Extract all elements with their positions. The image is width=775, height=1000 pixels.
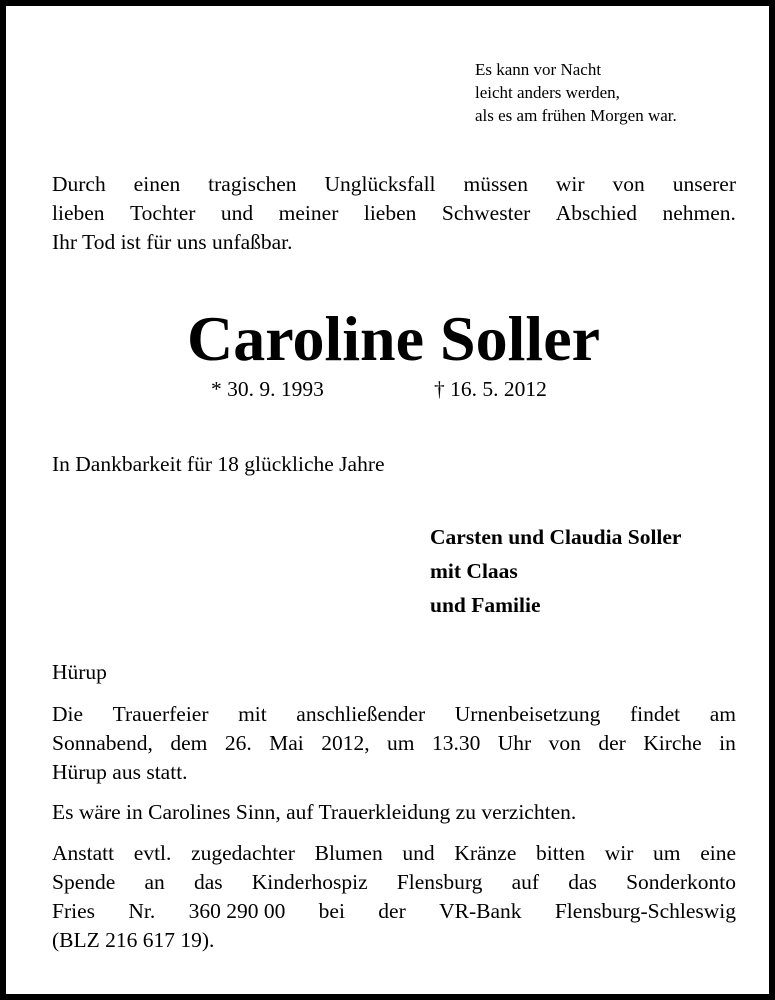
word: Tochter <box>130 201 196 225</box>
word: evtl. <box>133 841 172 865</box>
word: von <box>548 731 581 755</box>
word: von <box>612 172 645 196</box>
donation-line-1 <box>52 839 736 868</box>
word: Kinderhospiz <box>251 870 368 894</box>
family-line-1: Carsten und Claudia Soller <box>430 525 682 549</box>
word: und <box>220 201 254 225</box>
word: findet <box>629 702 681 726</box>
word: VR-Bank <box>439 899 522 923</box>
word: tragischen <box>208 172 297 196</box>
word: Blumen <box>314 841 383 865</box>
word: Fries <box>52 899 95 923</box>
word: anschließender <box>296 702 426 726</box>
clothing-line: Es wäre in Carolines Sinn, auf Trauerkleidung zu verzichten. <box>52 800 577 824</box>
funeral-line-2 <box>52 729 736 758</box>
word: an <box>144 870 165 894</box>
word: Mai <box>269 731 304 755</box>
word: dem <box>170 731 208 755</box>
funeral-line-3: Hürup aus statt. <box>52 760 188 784</box>
family-line-2: mit Claas <box>430 559 518 583</box>
intro-line-1 <box>52 170 736 199</box>
word: eine <box>700 841 736 865</box>
birth-date: * 30. 9. 1993 <box>211 377 324 401</box>
intro-line-3: Ihr Tod ist für uns unfaßbar. <box>52 230 293 254</box>
word: Nr. <box>128 899 156 923</box>
place-line: Hürup <box>52 660 107 684</box>
word: lieben <box>363 201 417 225</box>
word: unserer <box>672 172 736 196</box>
word: Spende <box>52 870 116 894</box>
word: das <box>568 870 597 894</box>
word: Sonderkonto <box>626 870 736 894</box>
word: der <box>378 899 406 923</box>
thanks-line: In Dankbarkeit für 18 glückliche Jahre <box>52 452 385 476</box>
death-date: † 16. 5. 2012 <box>434 377 547 401</box>
word: meiner <box>278 201 339 225</box>
word: Sonnabend, <box>52 731 153 755</box>
word: Kränze <box>454 841 517 865</box>
word: Flensburg-Schleswig <box>554 899 736 923</box>
word: am <box>709 702 736 726</box>
donation-line-3 <box>52 897 736 926</box>
word: Unglücksfall <box>324 172 436 196</box>
word: mit <box>238 702 267 726</box>
word: Die <box>52 702 84 726</box>
word: Kirche <box>643 731 702 755</box>
verse-line-3: als es am frühen Morgen war. <box>475 106 677 125</box>
word: auf <box>511 870 540 894</box>
word: Schwester <box>441 201 531 225</box>
word: wir <box>604 841 634 865</box>
word: nehmen. <box>662 201 736 225</box>
word: um <box>653 841 681 865</box>
word: 360 290 00 <box>188 899 286 923</box>
verse-line-2: leicht anders werden, <box>475 83 620 102</box>
word: das <box>193 870 223 894</box>
word: Abschied <box>555 201 637 225</box>
word: bei <box>318 899 345 923</box>
word: Uhr <box>497 731 532 755</box>
word: Urnenbeisetzung <box>454 702 601 726</box>
word: der <box>598 731 626 755</box>
intro-line-2 <box>52 199 736 228</box>
verse-line-1: Es kann vor Nacht <box>475 60 602 79</box>
word: Trauerfeier <box>112 702 209 726</box>
word: Anstatt <box>52 841 115 865</box>
funeral-line-1 <box>52 700 736 729</box>
word: zugedachter <box>191 841 295 865</box>
word: Durch <box>52 172 106 196</box>
donation-line-2 <box>52 868 736 897</box>
word: einen <box>133 172 181 196</box>
family-line-3: und Familie <box>430 593 541 617</box>
word: 2012, <box>321 731 370 755</box>
word: wir <box>555 172 585 196</box>
donation-line-4: (BLZ 216 617 19). <box>52 928 215 952</box>
deceased-name: Caroline Soller <box>187 303 600 374</box>
word: in <box>719 731 736 755</box>
word: 26. <box>224 731 252 755</box>
word: müssen <box>463 172 528 196</box>
word: um <box>387 731 415 755</box>
word: bitten <box>536 841 586 865</box>
word: Flensburg <box>396 870 483 894</box>
word: 13.30 <box>431 731 481 755</box>
word: und <box>402 841 435 865</box>
word: lieben <box>52 201 105 225</box>
